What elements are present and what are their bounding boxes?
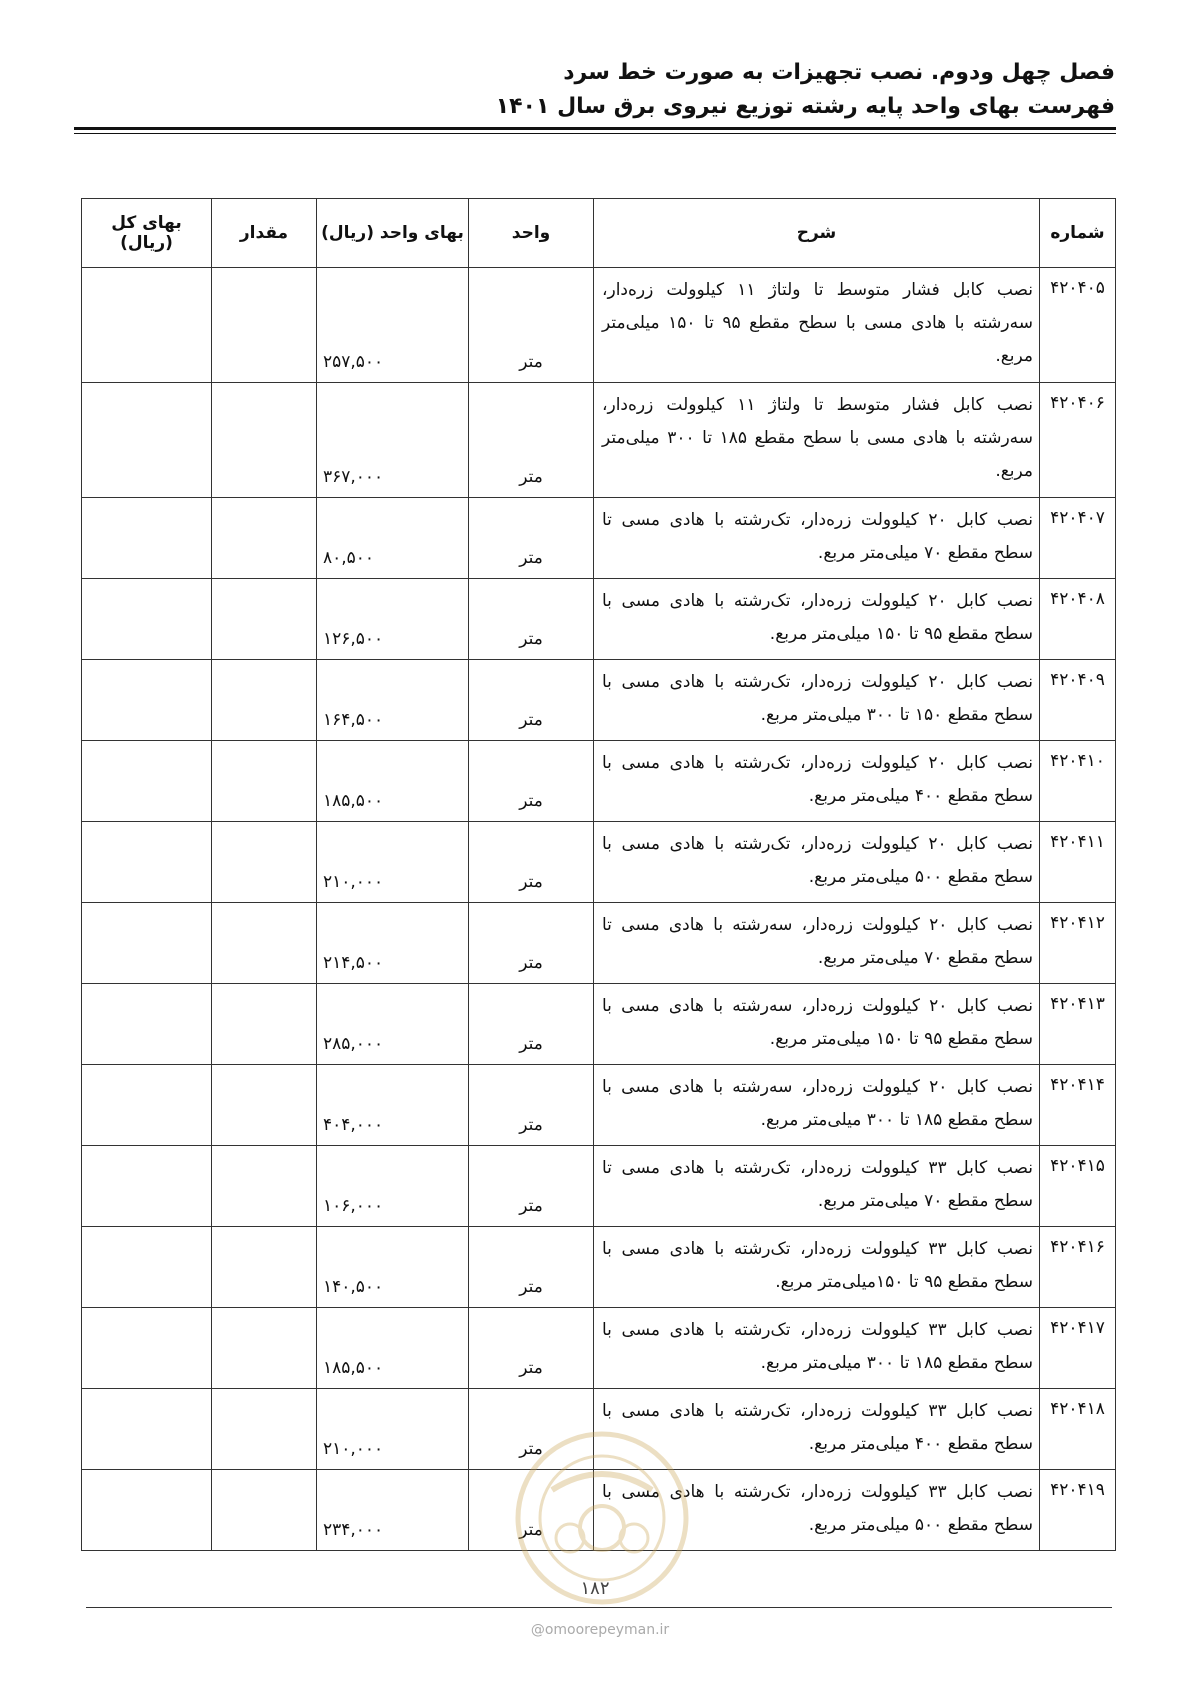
item-total-price bbox=[82, 1146, 212, 1227]
col-header-description: شرح bbox=[594, 199, 1040, 268]
item-total-price bbox=[82, 741, 212, 822]
table-row bbox=[82, 579, 1116, 660]
item-total-price bbox=[82, 1389, 212, 1470]
item-description: نصب کابل فشار متوسط تا ولتاژ ۱۱ کیلوولت زره‌دار، سه‌رشته با هادی مسی با سطح مقطع ۹۵ تا ۱۵۰ میلی‌متر مربع. bbox=[594, 268, 1040, 383]
item-unit: متر bbox=[469, 1308, 594, 1389]
item-unit-price: ۸۰,۵۰۰ bbox=[317, 498, 469, 579]
item-unit-price: ۱۸۵,۵۰۰ bbox=[317, 1308, 469, 1389]
item-quantity bbox=[212, 741, 317, 822]
item-quantity bbox=[212, 1470, 317, 1551]
item-total-price bbox=[82, 579, 212, 660]
item-unit-price: ۲۵۷,۵۰۰ bbox=[317, 268, 469, 383]
col-header-unit: واحد bbox=[469, 199, 594, 268]
item-unit: متر bbox=[469, 1470, 594, 1551]
table-row bbox=[82, 1308, 1116, 1389]
item-unit-price: ۱۲۶,۵۰۰ bbox=[317, 579, 469, 660]
item-code: ۴۲۰۴۰۶ bbox=[1040, 383, 1116, 498]
table-header-row bbox=[82, 199, 1116, 268]
price-list-title: فهرست بهای واحد پایه رشته توزیع نیروی برق سال ۱۴۰۱ bbox=[495, 94, 1115, 119]
item-unit: متر bbox=[469, 1227, 594, 1308]
item-code: ۴۲۰۴۱۲ bbox=[1040, 903, 1116, 984]
item-quantity bbox=[212, 1227, 317, 1308]
item-code: ۴۲۰۴۱۷ bbox=[1040, 1308, 1116, 1389]
price-table bbox=[81, 198, 1116, 1551]
col-header-total-price: بهای کل (ریال) bbox=[82, 199, 212, 268]
table-row bbox=[82, 1065, 1116, 1146]
item-code: ۴۲۰۴۱۵ bbox=[1040, 1146, 1116, 1227]
item-code: ۴۲۰۴۰۵ bbox=[1040, 268, 1116, 383]
item-unit-price: ۲۳۴,۰۰۰ bbox=[317, 1470, 469, 1551]
col-header-unit-price: بهای واحد (ریال) bbox=[317, 199, 469, 268]
item-unit: متر bbox=[469, 383, 594, 498]
header-rule-thin bbox=[74, 133, 1116, 134]
item-description: نصب کابل ۲۰ کیلوولت زره‌دار، تک‌رشته با هادی مسی با سطح مقطع ۵۰۰ میلی‌متر مربع. bbox=[594, 822, 1040, 903]
item-unit: متر bbox=[469, 268, 594, 383]
item-unit: متر bbox=[469, 903, 594, 984]
item-quantity bbox=[212, 822, 317, 903]
item-quantity bbox=[212, 660, 317, 741]
item-unit: متر bbox=[469, 498, 594, 579]
item-description: نصب کابل ۳۳ کیلوولت زره‌دار، تک‌رشته با هادی مسی با سطح مقطع ۱۸۵ تا ۳۰۰ میلی‌متر مربع. bbox=[594, 1308, 1040, 1389]
table-row bbox=[82, 268, 1116, 383]
footer-rule bbox=[86, 1607, 1112, 1608]
item-unit: متر bbox=[469, 822, 594, 903]
col-header-code: شماره bbox=[1040, 199, 1116, 268]
header-rule bbox=[74, 127, 1116, 130]
site-watermark: @omoorepeyman.ir bbox=[530, 1622, 670, 1638]
item-unit-price: ۲۱۰,۰۰۰ bbox=[317, 1389, 469, 1470]
item-total-price bbox=[82, 1065, 212, 1146]
item-code: ۴۲۰۴۰۸ bbox=[1040, 579, 1116, 660]
item-unit-price: ۳۶۷,۰۰۰ bbox=[317, 383, 469, 498]
page-number: ۱۸۲ bbox=[580, 1578, 610, 1599]
item-quantity bbox=[212, 268, 317, 383]
item-total-price bbox=[82, 383, 212, 498]
table-row bbox=[82, 822, 1116, 903]
item-total-price bbox=[82, 1470, 212, 1551]
item-unit: متر bbox=[469, 579, 594, 660]
table-row bbox=[82, 383, 1116, 498]
item-total-price bbox=[82, 984, 212, 1065]
item-unit: متر bbox=[469, 1389, 594, 1470]
item-unit-price: ۲۱۴,۵۰۰ bbox=[317, 903, 469, 984]
item-description: نصب کابل ۲۰ کیلوولت زره‌دار، سه‌رشته با هادی مسی با سطح مقطع ۹۵ تا ۱۵۰ میلی‌متر مربع. bbox=[594, 984, 1040, 1065]
table-row bbox=[82, 1227, 1116, 1308]
item-description: نصب کابل ۲۰ کیلوولت زره‌دار، سه‌رشته با هادی مسی تا سطح مقطع ۷۰ میلی‌متر مربع. bbox=[594, 903, 1040, 984]
item-description: نصب کابل ۲۰ کیلوولت زره‌دار، تک‌رشته با هادی مسی با سطح مقطع ۹۵ تا ۱۵۰ میلی‌متر مربع. bbox=[594, 579, 1040, 660]
item-description: نصب کابل ۳۳ کیلوولت زره‌دار، تک‌رشته با هادی مسی تا سطح مقطع ۷۰ میلی‌متر مربع. bbox=[594, 1146, 1040, 1227]
item-code: ۴۲۰۴۱۰ bbox=[1040, 741, 1116, 822]
item-code: ۴۲۰۴۰۹ bbox=[1040, 660, 1116, 741]
item-code: ۴۲۰۴۱۱ bbox=[1040, 822, 1116, 903]
item-quantity bbox=[212, 1308, 317, 1389]
item-unit: متر bbox=[469, 660, 594, 741]
item-unit-price: ۴۰۴,۰۰۰ bbox=[317, 1065, 469, 1146]
item-unit-price: ۲۱۰,۰۰۰ bbox=[317, 822, 469, 903]
table-row bbox=[82, 984, 1116, 1065]
item-description: نصب کابل فشار متوسط تا ولتاژ ۱۱ کیلوولت زره‌دار، سه‌رشته با هادی مسی با سطح مقطع ۱۸۵ تا ۳۰۰ میلی‌متر مربع. bbox=[594, 383, 1040, 498]
item-description: نصب کابل ۲۰ کیلوولت زره‌دار، تک‌رشته با هادی مسی با سطح مقطع ۱۵۰ تا ۳۰۰ میلی‌متر مربع. bbox=[594, 660, 1040, 741]
item-description: نصب کابل ۳۳ کیلوولت زره‌دار، تک‌رشته با هادی مسی با سطح مقطع ۵۰۰ میلی‌متر مربع. bbox=[594, 1470, 1040, 1551]
table-row bbox=[82, 903, 1116, 984]
item-quantity bbox=[212, 1065, 317, 1146]
item-description: نصب کابل ۳۳ کیلوولت زره‌دار، تک‌رشته با هادی مسی با سطح مقطع ۴۰۰ میلی‌متر مربع. bbox=[594, 1389, 1040, 1470]
table-row bbox=[82, 498, 1116, 579]
item-unit: متر bbox=[469, 741, 594, 822]
item-total-price bbox=[82, 1227, 212, 1308]
item-description: نصب کابل ۲۰ کیلوولت زره‌دار، سه‌رشته با هادی مسی با سطح مقطع ۱۸۵ تا ۳۰۰ میلی‌متر مربع. bbox=[594, 1065, 1040, 1146]
item-unit-price: ۱۰۶,۰۰۰ bbox=[317, 1146, 469, 1227]
item-total-price bbox=[82, 660, 212, 741]
item-quantity bbox=[212, 1146, 317, 1227]
item-code: ۴۲۰۴۰۷ bbox=[1040, 498, 1116, 579]
item-code: ۴۲۰۴۱۶ bbox=[1040, 1227, 1116, 1308]
item-unit-price: ۱۴۰,۵۰۰ bbox=[317, 1227, 469, 1308]
page-header bbox=[75, 56, 1115, 124]
item-unit: متر bbox=[469, 984, 594, 1065]
item-description: نصب کابل ۳۳ کیلوولت زره‌دار، تک‌رشته با هادی مسی با سطح مقطع ۹۵ تا ۱۵۰میلی‌متر مربع. bbox=[594, 1227, 1040, 1308]
item-description: نصب کابل ۲۰ کیلوولت زره‌دار، تک‌رشته با هادی مسی تا سطح مقطع ۷۰ میلی‌متر مربع. bbox=[594, 498, 1040, 579]
item-quantity bbox=[212, 984, 317, 1065]
item-total-price bbox=[82, 903, 212, 984]
item-unit-price: ۲۸۵,۰۰۰ bbox=[317, 984, 469, 1065]
item-quantity bbox=[212, 383, 317, 498]
item-unit: متر bbox=[469, 1065, 594, 1146]
chapter-title: فصل چهل ودوم. نصب تجهیزات به صورت خط سرد bbox=[563, 60, 1115, 85]
item-total-price bbox=[82, 822, 212, 903]
item-code: ۴۲۰۴۱۳ bbox=[1040, 984, 1116, 1065]
table-row bbox=[82, 1146, 1116, 1227]
item-quantity bbox=[212, 498, 317, 579]
item-code: ۴۲۰۴۱۹ bbox=[1040, 1470, 1116, 1551]
item-unit-price: ۱۸۵,۵۰۰ bbox=[317, 741, 469, 822]
item-description: نصب کابل ۲۰ کیلوولت زره‌دار، تک‌رشته با هادی مسی با سطح مقطع ۴۰۰ میلی‌متر مربع. bbox=[594, 741, 1040, 822]
item-unit-price: ۱۶۴,۵۰۰ bbox=[317, 660, 469, 741]
item-quantity bbox=[212, 1389, 317, 1470]
item-total-price bbox=[82, 498, 212, 579]
item-total-price bbox=[82, 268, 212, 383]
item-code: ۴۲۰۴۱۸ bbox=[1040, 1389, 1116, 1470]
table-row bbox=[82, 660, 1116, 741]
item-code: ۴۲۰۴۱۴ bbox=[1040, 1065, 1116, 1146]
item-quantity bbox=[212, 903, 317, 984]
item-total-price bbox=[82, 1308, 212, 1389]
table-row bbox=[82, 741, 1116, 822]
item-unit: متر bbox=[469, 1146, 594, 1227]
item-quantity bbox=[212, 579, 317, 660]
col-header-quantity: مقدار bbox=[212, 199, 317, 268]
